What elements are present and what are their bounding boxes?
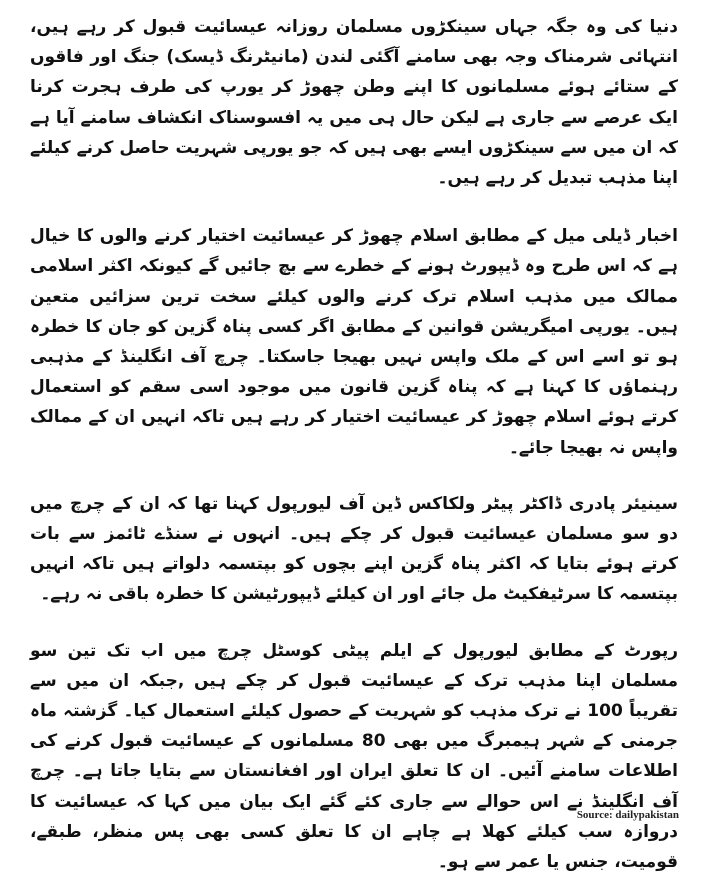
paragraph-2: اخبار ڈیلی میل کے مطابق اسلام چھوڑ کر عیسائیت اختیار کرنے والوں کا خیال ہے کہ اس طرح وہ ڈیپورٹ ہونے کے خطرے سے بچ جائیں گے کیونکہ اکثر اسلامی ممالک میں مذہب اسلام ترک کرنے والوں کیلئے سخت ترین سزائیں متعین ہیں۔ یورپی امیگریشن قوانین کے مطابق اگر کسی پناہ گزین کو جان کا خطرہ ہو تو اسے اس کے ملک واپس نہیں بھیجا جاسکتا۔ چرچ آف انگلینڈ کے مذہبی رہنماؤں کا کہنا ہے کہ پناہ گزین قانون میں موجود اسی سقم کو استعمال کرتے ہوئے اسلام چھوڑ کر عیسائیت اختیار کر رہے ہیں تاکہ انہیں ان کے ممالک واپس نہ بھیجا جائے۔ — [30, 226, 678, 458]
article-body — [30, 10, 678, 877]
paragraph-4: رپورٹ کے مطابق لیورپول کے ایلم پیٹی کوسٹل چرچ میں اب تک تین سو مسلمان اپنا مذہب ترک کے عیسائیت قبول کر چکے ہیں ,جبکہ ان میں سے تقریباً 100 نے ترک مذہب کو شہریت کے حصول کیلئے استعمال کیا۔ گزشتہ ماہ جرمنی کے شہر ہیمبرگ میں بھی 80 مسلمانوں کے عیسائیت قبول کرنے کی اطلاعات سامنے آئیں۔ ان کا تعلق ایران اور افغانستان سے بتایا جاتا ہے۔ چرچ آف انگلینڈ نے اس حوالے سے جاری کئے گئے ایک بیان میں کہا کہ عیسائیت کا دروازہ سب کیلئے کھلا ہے چاہے ان کا تعلق کسی بھی پس منظر، طبقے، قومیت، جنس یا عمر سے ہو۔ — [30, 640, 678, 873]
paragraph-3: سینیئر پادری ڈاکٹر پیٹر ولکاکس ڈین آف لیورپول کہنا تھا کہ ان کے چرچ میں دو سو مسلمان عیسائیت قبول کر چکے ہیں۔ انہوں نے سنڈے ٹائمز سے بات کرتے ہوئے بتایا کہ اکثر پناہ گزین اپنے بچوں کو بپتسمہ دلواتے ہیں تاکہ انہیں بپتسمہ کا سرٹیفکیٹ مل جائے اور ان کیلئے ڈیپورٹیشن کا خطرہ باقی نہ رہے۔ — [30, 493, 678, 605]
paragraph-1: دنیا کی وہ جگہ جہاں سینکڑوں مسلمان روزانہ عیسائیت قبول کر رہے ہیں، انتہائی شرمناک وجہ بھی سامنے آگئی لندن (مانیٹرنگ ڈیسک) جنگ اور فاقوں کے ستائے ہوئے مسلمانوں کا اپنے وطن چھوڑ کر یورپ کی طرف ہجرت کرنا ایک عرصے سے جاری ہے لیکن حال ہی میں یہ افسوسناک انکشاف سامنے آیا ہے کہ ان میں سے سینکڑوں ایسے بھی ہیں کہ جو یورپی شہریت حاصل کرنے کیلئے اپنا مذہب تبدیل کر رہے ہیں۔ — [30, 17, 678, 189]
source-credit: Source: dailypakistan — [576, 809, 679, 821]
